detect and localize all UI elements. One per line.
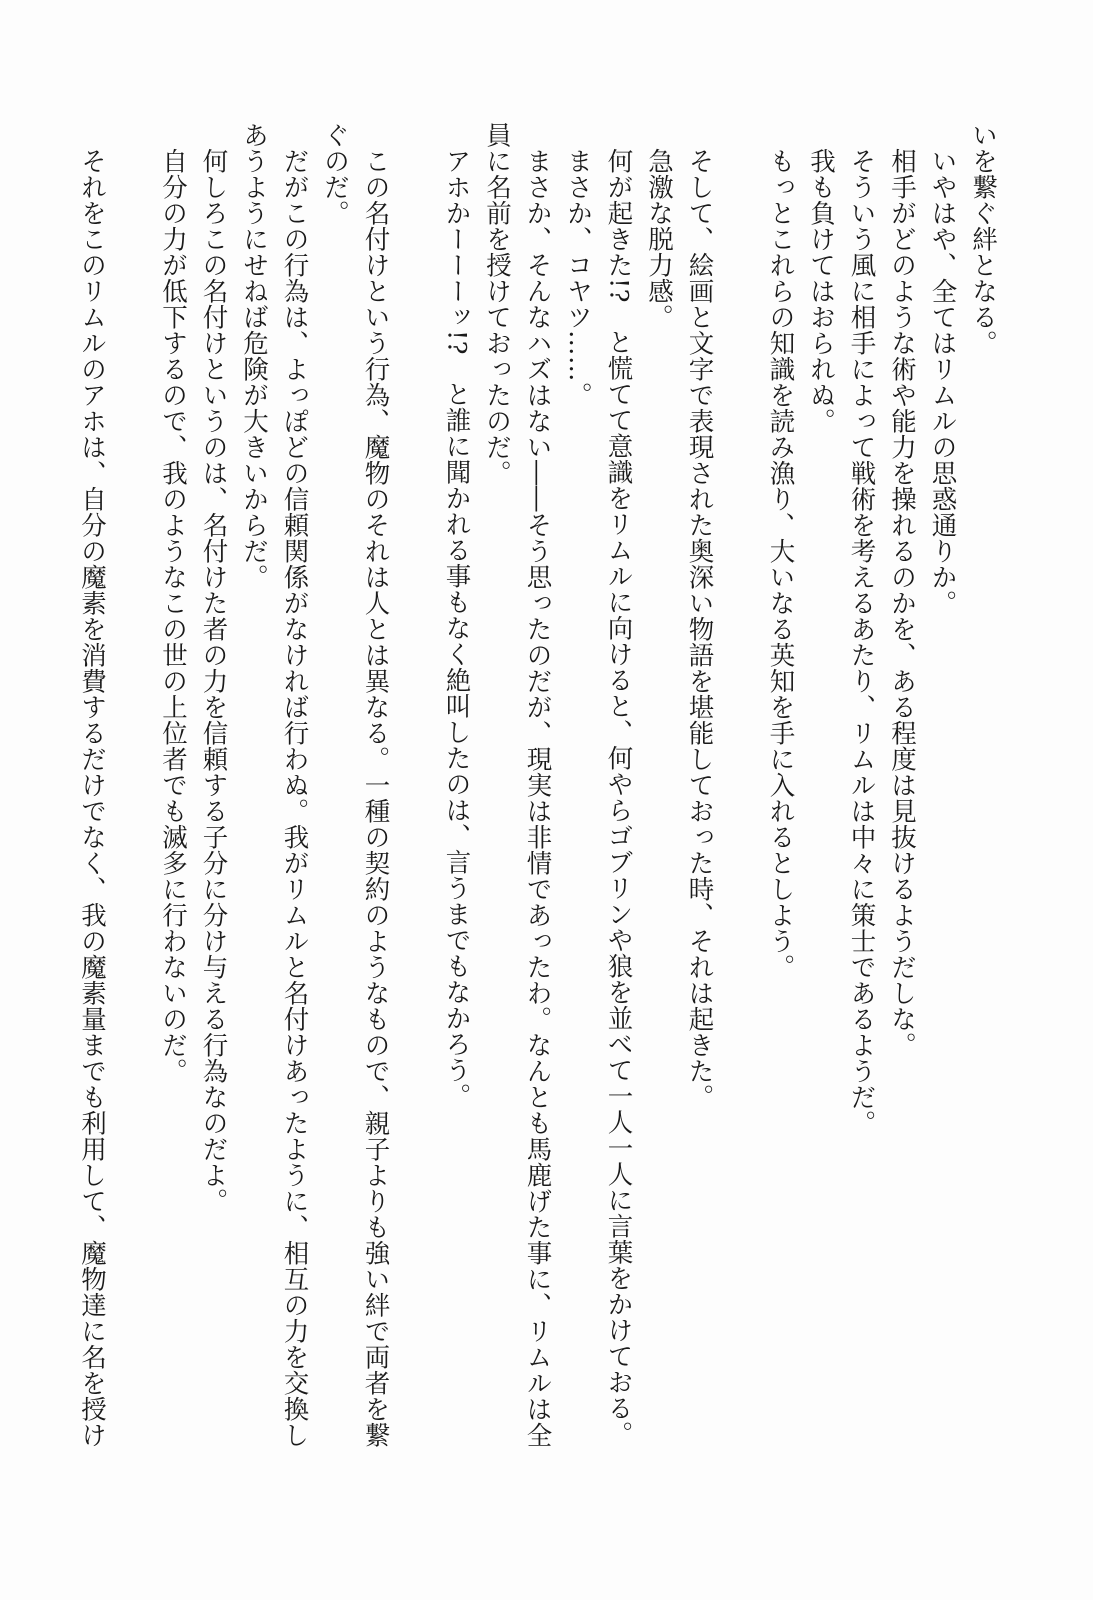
- text-line-17: ぐのだ。: [320, 122, 350, 226]
- text-line-4: そういう風に相手によって戦術を考えるあたり、リムルは中々に策士であるようだ。: [846, 122, 877, 1136]
- paragraph-gap: [720, 122, 761, 1502]
- text-line-14: アホかーーーッ!? と誰に聞かれる事もなく絶叫したのは、言うまでもなかろう。: [441, 122, 472, 1109]
- text-line-1: いを繋ぐ絆となる。: [968, 122, 998, 356]
- vertical-text-block: [63, 122, 1003, 1502]
- text-line-10: 何が起きた!? と慌てて意識をリムルに向けると、何やらゴブリンや狼を並べて一人一人に言葉をかけておる。: [603, 122, 634, 1447]
- text-line-18: だがこの行為は、よっぽどの信頼関係がなければ行わぬ。我がリムルと名付けあったように、相互の力を交換し: [279, 122, 310, 1448]
- text-line-2: いやはや、全てはリムルの思惑通りか。: [927, 122, 958, 616]
- text-line-5: 我も負けてはおられぬ。: [806, 122, 836, 434]
- text-line-3: 相手がどのような術や能力を操れるのかを、ある程度は見抜けるようだしな。: [887, 122, 917, 1058]
- text-line-8: そして、絵画と文字で表現された奥深い物語を堪能しておった時、それは起きた。: [684, 122, 715, 1110]
- text-line-23: それをこのリムルのアホは、自分の魔素を消費するだけでなく、我の魔素量までも利用して、魔物達に名を授け: [77, 122, 107, 1448]
- text-line-9: 急激な脱力感。: [644, 122, 674, 330]
- text-line-13: 員に名前を授けておったのだ。: [482, 122, 512, 486]
- text-line-11: まさか、コヤツ……。: [563, 122, 593, 408]
- text-line-16: この名付けという行為、魔物のそれは人とは異なる。一種の契約のようなもので、親子よりも強い絆で両者を繋: [360, 122, 391, 1448]
- text-line-6: もっとこれらの知識を読み漁り、大いなる英知を手に入れるとしよう。: [765, 122, 796, 980]
- paragraph-gap: [396, 122, 437, 1502]
- paragraph-gap: [112, 122, 153, 1502]
- text-line-12: まさか、そんなハズはない――そう思ったのだが、現実は非情であったわ。なんとも馬鹿げた事に、リムルは全: [522, 122, 553, 1448]
- text-line-20: 何しろこの名付けというのは、名付けた者の力を信頼する子分に分け与える行為なのだよ。: [198, 122, 229, 1214]
- text-line-19: あうようにせねば危険が大きいからだ。: [239, 122, 269, 590]
- text-line-21: 自分の力が低下するので、我のようなこの世の上位者でも滅多に行わないのだ。: [158, 122, 188, 1084]
